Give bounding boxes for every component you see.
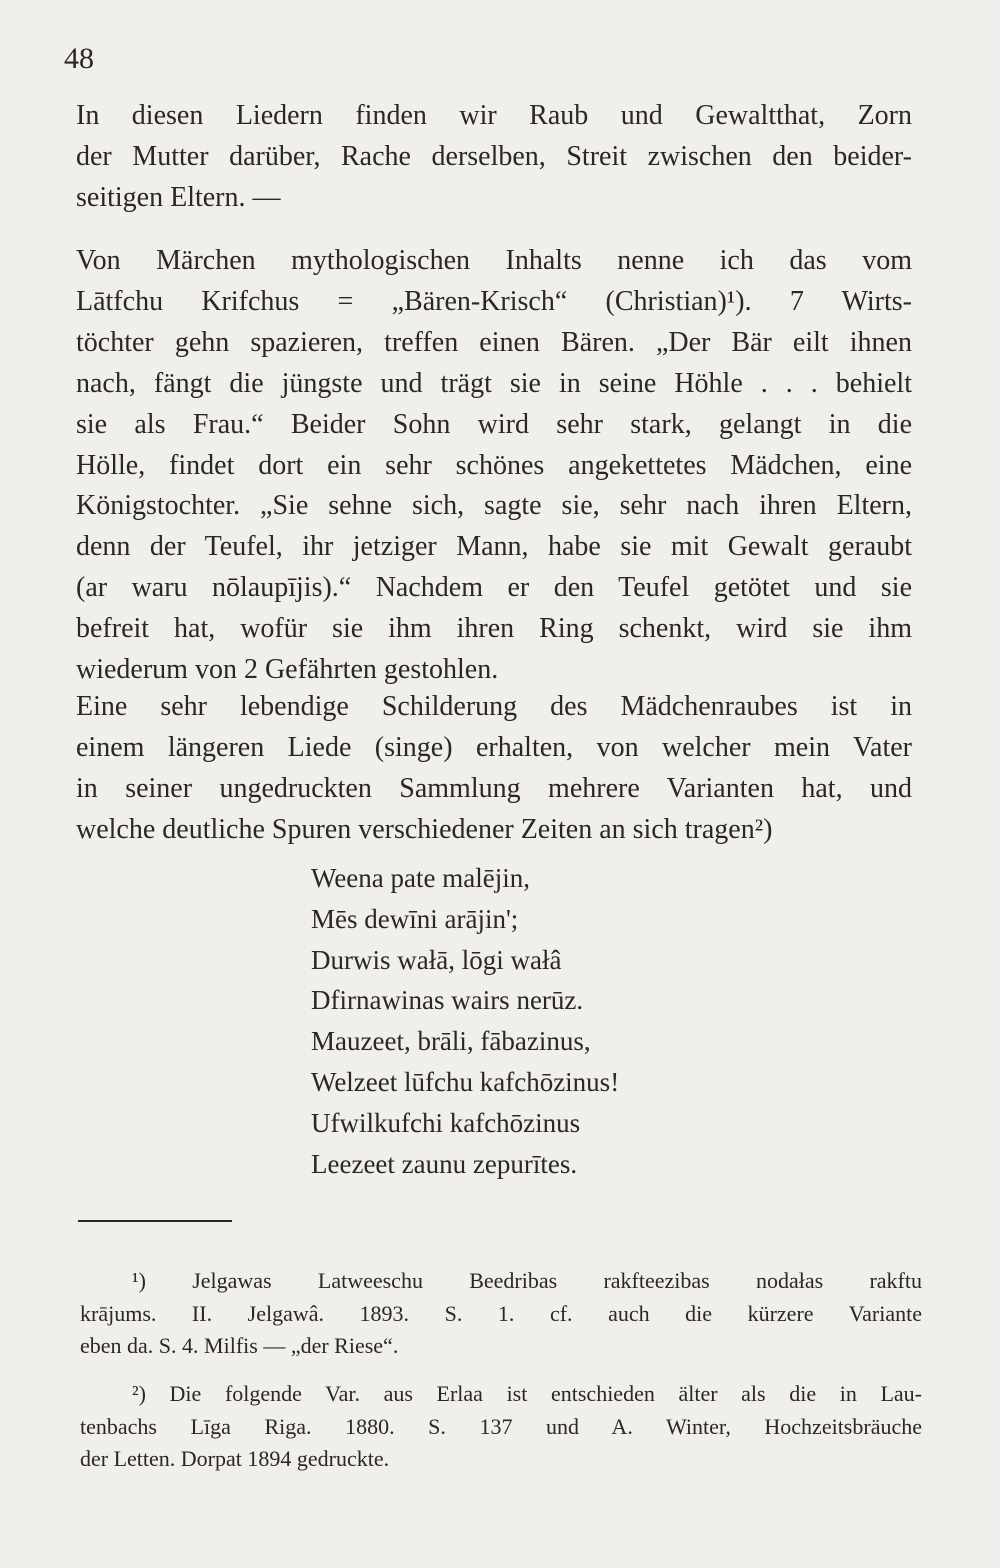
- footnote-line: eben da. S. 4. Milfis — „der Riese“.: [80, 1333, 399, 1358]
- verse-line: Weena pate malējin,: [311, 863, 530, 893]
- text-line: töchter gehn spazieren, treffen einen Bären. „Der Bär eilt ihnen: [76, 326, 912, 358]
- text-line: wiederum von 2 Gefährten gestohlen.: [76, 654, 499, 686]
- text-line: denn der Teufel, ihr jetziger Mann, habe sie mit Gewalt geraubt: [76, 531, 912, 563]
- verse-line: Welzeet lūfchu kafchōzinus!: [311, 1066, 620, 1097]
- text-line: in seiner ungedruckten Sammlung mehrere Varianten hat, und: [76, 772, 912, 804]
- verse-line: Leezeet zaunu zepurītes.: [311, 1148, 578, 1179]
- verse-line: Ufwilkufchi kafchōzinus: [311, 1107, 581, 1138]
- footnote-2: [80, 1378, 922, 1476]
- footnote-line: krājums. II. Jelgawâ. 1893. S. 1. cf. auch die kürzere Variante: [80, 1300, 922, 1326]
- footnote-line: der Letten. Dorpat 1894 gedruckte.: [80, 1446, 390, 1471]
- text-line: der Mutter darüber, Rache derselben, Streit zwischen den beider-: [76, 140, 912, 172]
- text-line: befreit hat, wofür sie ihm ihren Ring schenkt, wird sie ihm: [76, 613, 912, 645]
- text-line: welche deutliche Spuren verschiedener Zeiten an sich tragen²): [76, 813, 773, 845]
- footnote-line: ¹) Jelgawas Latweeschu Beedribas rakfteezibas nodałas rakftu: [132, 1268, 922, 1293]
- text-line: Königstochter. „Sie sehne sich, sagte sie, sehr nach ihren Eltern,: [76, 490, 912, 522]
- text-line: Eine sehr lebendige Schilderung des Mädchenraubes ist in: [76, 691, 912, 722]
- paragraph-3: [76, 687, 912, 851]
- paragraph-1: [76, 96, 912, 219]
- text-line: Hölle, findet dort ein sehr schönes angekettetes Mädchen, eine: [76, 449, 912, 481]
- text-line: nach, fängt die jüngste und trägt sie in seine Höhle . . . behielt: [76, 367, 912, 399]
- text-line: In diesen Liedern finden wir Raub und Gewaltthat, Zorn: [76, 100, 912, 131]
- text-line: (ar waru nōlaupījis).“ Nachdem er den Teufel getötet und sie: [76, 572, 912, 604]
- text-line: Von Märchen mythologischen Inhalts nenne ich das vom: [76, 245, 912, 276]
- text-line: Lātfchu Krifchus = „Bären-Krisch“ (Christian)¹). 7 Wirts-: [76, 285, 912, 317]
- footnote-1: [80, 1265, 922, 1363]
- footnote-line: ²) Die folgende Var. aus Erlaa ist entschieden älter als die in Lau-: [132, 1381, 922, 1406]
- verse-line: Dfirnawinas wairs nerūz.: [311, 985, 584, 1016]
- verse-line: Mēs dewīni arājin';: [311, 903, 519, 934]
- verse-quote: [311, 858, 619, 1184]
- text-line: seitigen Eltern. —: [76, 181, 281, 213]
- page-number: 48: [64, 42, 94, 75]
- footnote-divider: [78, 1220, 232, 1222]
- footnote-line: tenbachs Līga Riga. 1880. S. 137 und A. Winter, Hochzeitsbräuche: [80, 1413, 922, 1439]
- verse-line: Durwis wałā, lōgi wałâ: [311, 944, 562, 975]
- paragraph-2: [76, 241, 912, 691]
- text-line: sie als Frau.“ Beider Sohn wird sehr stark, gelangt in die: [76, 408, 912, 440]
- text-line: einem längeren Liede (singe) erhalten, von welcher mein Vater: [76, 731, 912, 763]
- verse-line: Mauzeet, brāli, fābazinus,: [311, 1026, 591, 1057]
